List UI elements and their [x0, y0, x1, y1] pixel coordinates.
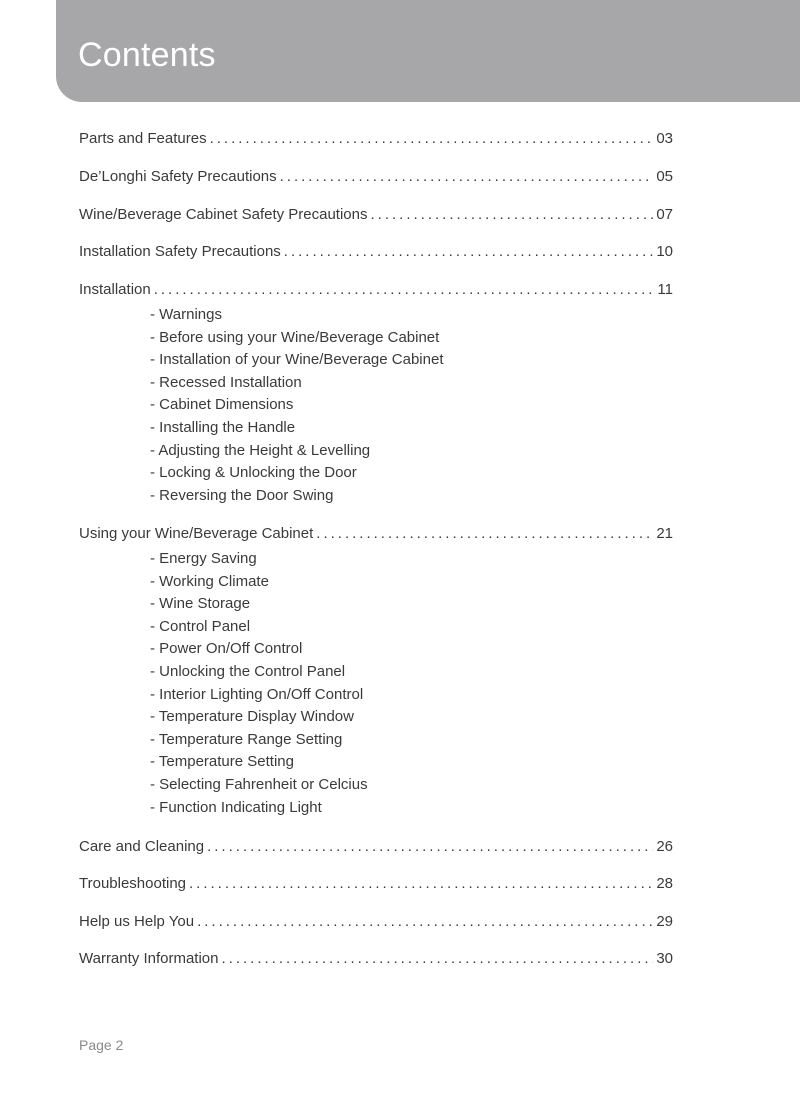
- toc-entry-care-and-cleaning[interactable]: [79, 836, 673, 858]
- toc-entry-installation-safety[interactable]: [79, 241, 673, 263]
- toc-entry-title: Warranty Information: [79, 950, 219, 967]
- toc-entry-title: Help us Help You: [79, 913, 195, 930]
- toc-subitem[interactable]: - Before using your Wine/Beverage Cabinet: [150, 328, 440, 346]
- toc-entry-page: 29: [656, 913, 673, 930]
- page-title: Contents: [78, 36, 216, 74]
- toc-subitem[interactable]: - Cabinet Dimensions: [150, 396, 294, 414]
- toc-entry-page: 10: [656, 243, 673, 260]
- toc-subitem[interactable]: - Power On/Off Control: [150, 640, 303, 658]
- toc-leader-dots: [371, 204, 654, 226]
- toc-entry-installation[interactable]: [79, 279, 673, 301]
- toc-entry-title: Installation: [79, 281, 151, 298]
- toc-subitem[interactable]: - Temperature Display Window: [150, 708, 354, 726]
- toc-leader-dots: [280, 166, 654, 188]
- toc-leader-dots: [197, 911, 653, 933]
- toc-entry-page: 26: [656, 838, 673, 855]
- toc-section-using: [79, 523, 673, 819]
- toc-entry-title: Care and Cleaning: [79, 838, 205, 855]
- toc-entry-page: 21: [656, 525, 673, 542]
- header-banner: [56, 0, 800, 102]
- toc-subitem[interactable]: - Energy Saving: [150, 550, 257, 567]
- toc-subitem[interactable]: - Temperature Range Setting: [150, 730, 343, 748]
- toc-subitem[interactable]: - Installing the Handle: [150, 418, 296, 436]
- toc-entry-troubleshooting[interactable]: [79, 873, 673, 895]
- toc-subitem[interactable]: - Installation of your Wine/Beverage Cabinet: [150, 351, 444, 369]
- toc-section-installation: [79, 279, 673, 507]
- toc-entry-parts-and-features[interactable]: [79, 128, 673, 150]
- toc-subitem[interactable]: - Selecting Fahrenheit or Celcius: [150, 775, 368, 793]
- toc-subitem[interactable]: - Control Panel: [150, 617, 251, 635]
- toc-leader-dots: [189, 873, 653, 895]
- toc-entry-title: Parts and Features: [79, 130, 207, 147]
- toc-subitem[interactable]: - Warnings: [150, 306, 222, 323]
- toc-entry-help-us-help-you[interactable]: [79, 911, 673, 933]
- toc-leader-dots: [154, 279, 655, 301]
- toc-using-subitems: [79, 548, 673, 819]
- toc-subitem[interactable]: - Reversing the Door Swing: [150, 486, 334, 504]
- toc-entry-title: Using your Wine/Beverage Cabinet: [79, 525, 314, 542]
- toc-subitem[interactable]: - Interior Lighting On/Off Control: [150, 685, 364, 703]
- toc-subitem[interactable]: - Adjusting the Height & Levelling: [150, 441, 371, 459]
- toc-entry-page: 28: [656, 875, 673, 892]
- toc-entry-page: 05: [656, 168, 673, 185]
- toc-subitem[interactable]: - Working Climate: [150, 572, 269, 590]
- toc-leader-dots: [222, 948, 654, 970]
- toc-subitem[interactable]: - Recessed Installation: [150, 373, 302, 391]
- toc-subitem[interactable]: - Temperature Setting: [150, 753, 294, 771]
- page-number: Page 2: [79, 1037, 124, 1053]
- toc-subitem[interactable]: - Wine Storage: [150, 595, 251, 613]
- toc-entry-title: Wine/Beverage Cabinet Safety Precautions: [79, 206, 368, 223]
- toc-subitem[interactable]: - Locking & Unlocking the Door: [150, 464, 357, 482]
- toc-leader-dots: [284, 241, 654, 263]
- toc-entry-title: Troubleshooting: [79, 875, 187, 892]
- toc-entry-warranty[interactable]: [79, 948, 673, 970]
- toc-entry-title: De’Longhi Safety Precautions: [79, 168, 277, 185]
- toc-entry-title: Installation Safety Precautions: [79, 243, 281, 260]
- toc-entry-page: 30: [656, 950, 673, 967]
- toc-entry-page: 07: [656, 206, 673, 223]
- toc-subitem[interactable]: - Function Indicating Light: [150, 798, 322, 816]
- toc-entry-using-cabinet[interactable]: [79, 523, 673, 545]
- toc-installation-subitems: [79, 304, 673, 507]
- toc-entry-cabinet-safety[interactable]: [79, 204, 673, 226]
- toc-entry-page: 11: [657, 281, 673, 298]
- toc-entry-safety-precautions[interactable]: [79, 166, 673, 188]
- toc-leader-dots: [207, 836, 653, 858]
- toc-entry-page: 03: [656, 130, 673, 147]
- toc-leader-dots: [210, 128, 654, 150]
- toc-subitem[interactable]: - Unlocking the Control Panel: [150, 662, 346, 680]
- toc-leader-dots: [316, 523, 653, 545]
